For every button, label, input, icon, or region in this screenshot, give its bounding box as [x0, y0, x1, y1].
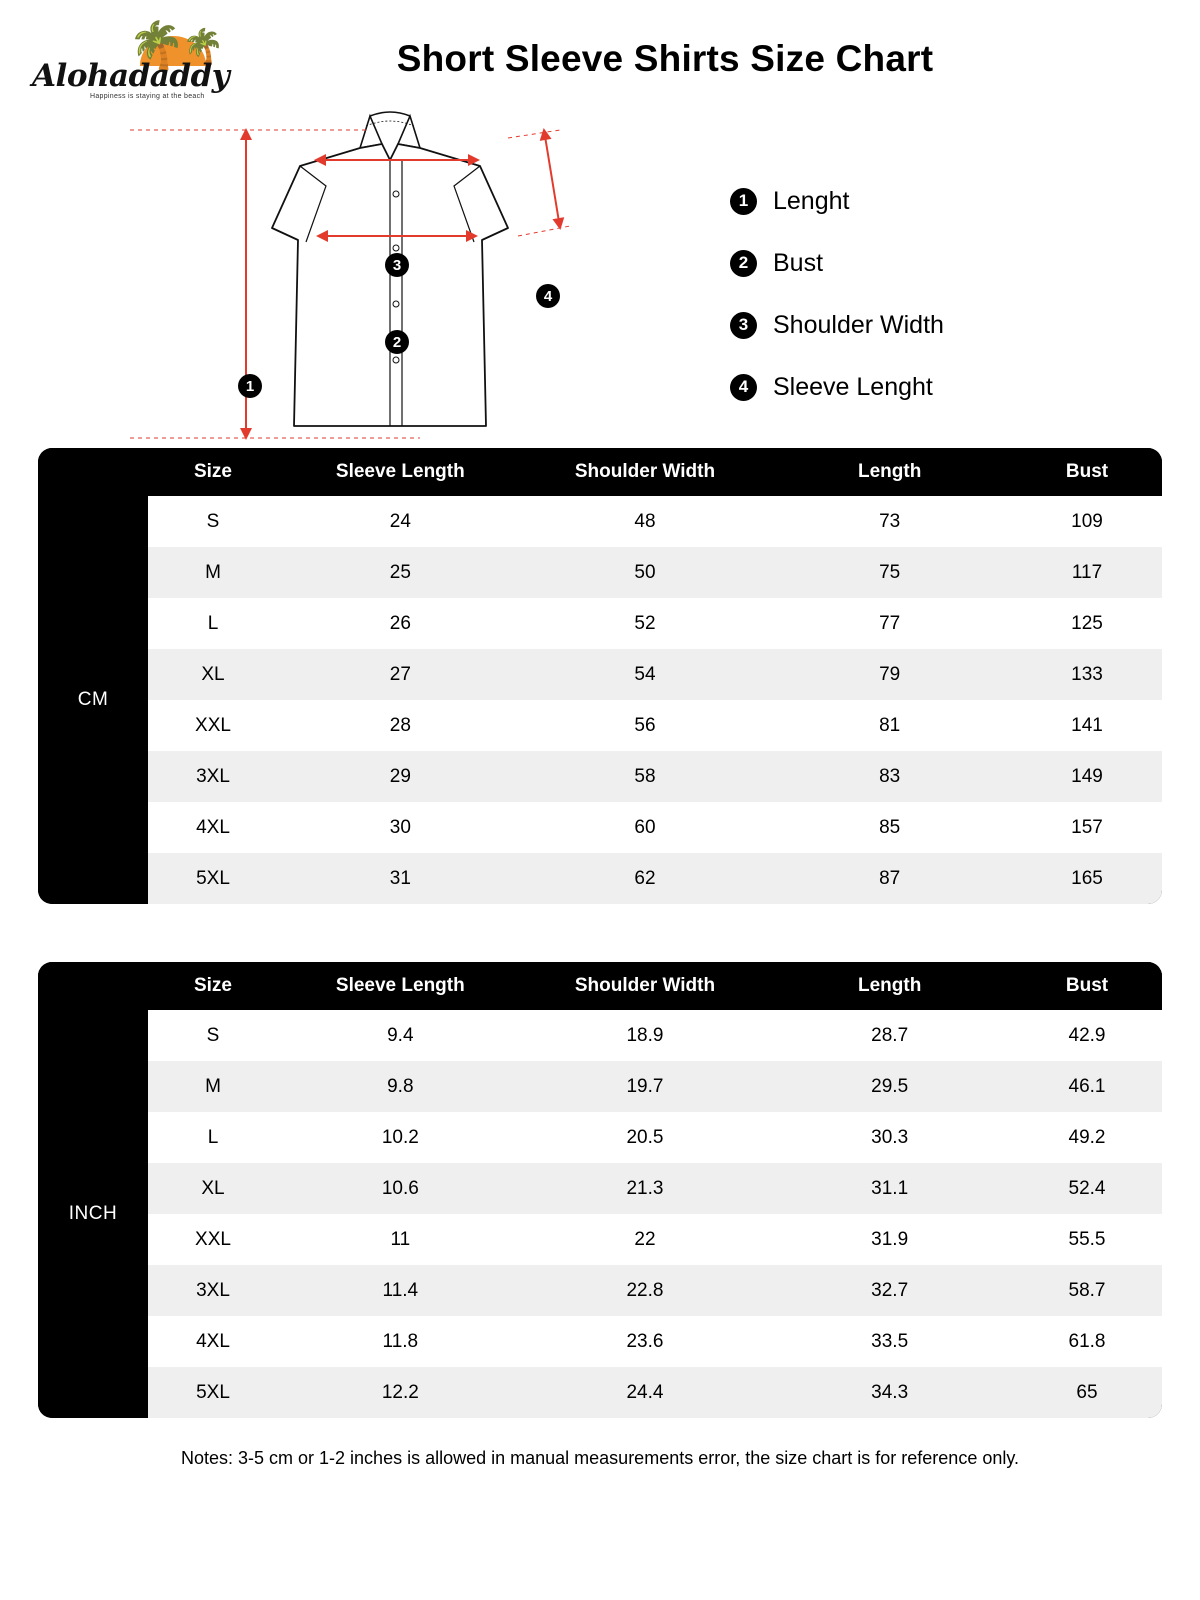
unit-header-cm: [38, 448, 148, 496]
cell-shoulder-width: 62: [523, 853, 768, 904]
cell-bust: 61.8: [1012, 1316, 1162, 1367]
legend-badge-4: 4: [730, 374, 757, 401]
cell-length: 29.5: [767, 1061, 1012, 1112]
cell-bust: 55.5: [1012, 1214, 1162, 1265]
cell-length: 75: [767, 547, 1012, 598]
cell-bust: 133: [1012, 649, 1162, 700]
marker-3-shoulder: 3: [385, 253, 409, 277]
table-header-row: [38, 962, 1162, 1010]
page-title: Short Sleeve Shirts Size Chart: [396, 38, 934, 79]
cell-sleeve-length: 24: [278, 496, 523, 547]
cell-size: L: [148, 1112, 278, 1163]
cell-shoulder-width: 48: [523, 496, 768, 547]
brand-name: Alohadaddy: [32, 58, 230, 94]
cell-shoulder-width: 52: [523, 598, 768, 649]
col-header-shoulder-width: Shoulder Width: [523, 448, 768, 496]
cell-sleeve-length: 11: [278, 1214, 523, 1265]
cell-length: 31.1: [767, 1163, 1012, 1214]
cell-length: 87: [767, 853, 1012, 904]
table-row: [38, 496, 1162, 547]
unit-label-inch: INCH: [38, 1010, 148, 1418]
col-header-shoulder-width: Shoulder Width: [523, 962, 768, 1010]
cell-length: 77: [767, 598, 1012, 649]
col-header-sleeve-length: Sleeve Length: [278, 962, 523, 1010]
cell-length: 85: [767, 802, 1012, 853]
col-header-length: Length: [767, 448, 1012, 496]
legend-item-length: [730, 170, 944, 232]
col-header-size: Size: [148, 448, 278, 496]
cell-length: 34.3: [767, 1367, 1012, 1418]
cell-length: 83: [767, 751, 1012, 802]
unit-header-inch: [38, 962, 148, 1010]
cell-sleeve-length: 26: [278, 598, 523, 649]
cell-length: 28.7: [767, 1010, 1012, 1061]
table-row: [38, 1367, 1162, 1418]
col-header-length: Length: [767, 962, 1012, 1010]
brand-tagline: Happiness is staying at the beach: [90, 93, 205, 100]
cell-size: XL: [148, 649, 278, 700]
cell-length: 81: [767, 700, 1012, 751]
cell-sleeve-length: 11.4: [278, 1265, 523, 1316]
table-row: [38, 1061, 1162, 1112]
cell-sleeve-length: 11.8: [278, 1316, 523, 1367]
legend: [730, 170, 944, 418]
legend-label-1: Lenght: [773, 186, 850, 215]
cell-shoulder-width: 23.6: [523, 1316, 768, 1367]
cell-bust: 149: [1012, 751, 1162, 802]
table-row: [38, 1112, 1162, 1163]
cell-sleeve-length: 10.6: [278, 1163, 523, 1214]
table-row: [38, 1265, 1162, 1316]
col-header-sleeve-length: Sleeve Length: [278, 448, 523, 496]
legend-item-shoulder-width: [730, 294, 944, 356]
cell-bust: 141: [1012, 700, 1162, 751]
legend-item-sleeve-length: [730, 356, 944, 418]
marker-1-length: 1: [238, 374, 262, 398]
cell-size: XL: [148, 1163, 278, 1214]
legend-badge-2: 2: [730, 250, 757, 277]
cell-bust: 52.4: [1012, 1163, 1162, 1214]
cell-length: 31.9: [767, 1214, 1012, 1265]
table-row: [38, 751, 1162, 802]
cell-shoulder-width: 22.8: [523, 1265, 768, 1316]
col-header-bust: Bust: [1012, 962, 1162, 1010]
cell-size: 3XL: [148, 751, 278, 802]
table-row: [38, 700, 1162, 751]
cell-length: 79: [767, 649, 1012, 700]
cell-shoulder-width: 58: [523, 751, 768, 802]
legend-label-4: Sleeve Lenght: [773, 372, 933, 401]
table-row: [38, 1010, 1162, 1061]
cell-bust: 109: [1012, 496, 1162, 547]
marker-2-bust: 2: [385, 330, 409, 354]
cell-size: XXL: [148, 700, 278, 751]
cell-sleeve-length: 27: [278, 649, 523, 700]
cell-sleeve-length: 30: [278, 802, 523, 853]
cell-size: M: [148, 1061, 278, 1112]
table-row: [38, 802, 1162, 853]
cell-shoulder-width: 60: [523, 802, 768, 853]
legend-badge-1: 1: [730, 188, 757, 215]
legend-item-bust: [730, 232, 944, 294]
cell-bust: 42.9: [1012, 1010, 1162, 1061]
size-table-cm: [38, 448, 1162, 904]
cell-bust: 65: [1012, 1367, 1162, 1418]
cell-bust: 125: [1012, 598, 1162, 649]
cell-shoulder-width: 20.5: [523, 1112, 768, 1163]
table-row: [38, 547, 1162, 598]
palm-tree-icon-small: 🌴: [182, 28, 225, 66]
table-row: [38, 1214, 1162, 1265]
cell-size: S: [148, 496, 278, 547]
legend-badge-3: 3: [730, 312, 757, 339]
legend-label-2: Bust: [773, 248, 824, 277]
table-header-row: [38, 448, 1162, 496]
cell-shoulder-width: 22: [523, 1214, 768, 1265]
cell-sleeve-length: 9.4: [278, 1010, 523, 1061]
palm-tree-icon: 🌴: [128, 19, 186, 71]
cell-size: 4XL: [148, 802, 278, 853]
table-row: [38, 853, 1162, 904]
table-row: [38, 1163, 1162, 1214]
cell-shoulder-width: 21.3: [523, 1163, 768, 1214]
cell-shoulder-width: 50: [523, 547, 768, 598]
cell-size: 4XL: [148, 1316, 278, 1367]
cell-sleeve-length: 10.2: [278, 1112, 523, 1163]
cell-bust: 157: [1012, 802, 1162, 853]
cell-bust: 165: [1012, 853, 1162, 904]
cell-size: XXL: [148, 1214, 278, 1265]
cell-bust: 49.2: [1012, 1112, 1162, 1163]
cell-sleeve-length: 29: [278, 751, 523, 802]
table-row: [38, 649, 1162, 700]
cell-length: 33.5: [767, 1316, 1012, 1367]
cell-size: 5XL: [148, 853, 278, 904]
cell-bust: 58.7: [1012, 1265, 1162, 1316]
page-header: [0, 0, 1200, 108]
legend-label-3: Shoulder Width: [773, 310, 944, 339]
cell-sleeve-length: 31: [278, 853, 523, 904]
cell-shoulder-width: 24.4: [523, 1367, 768, 1418]
cell-size: S: [148, 1010, 278, 1061]
cell-shoulder-width: 18.9: [523, 1010, 768, 1061]
size-table-inch: [38, 962, 1162, 1418]
cell-sleeve-length: 28: [278, 700, 523, 751]
cell-shoulder-width: 54: [523, 649, 768, 700]
table-row: [38, 1316, 1162, 1367]
shirt-line-drawing: [120, 108, 640, 448]
marker-4-sleeve: 4: [536, 284, 560, 308]
measurement-diagram: [0, 108, 1200, 448]
col-header-bust: Bust: [1012, 448, 1162, 496]
cell-size: M: [148, 547, 278, 598]
col-header-size: Size: [148, 962, 278, 1010]
cell-sleeve-length: 25: [278, 547, 523, 598]
cell-length: 32.7: [767, 1265, 1012, 1316]
cell-size: 5XL: [148, 1367, 278, 1418]
cell-size: 3XL: [148, 1265, 278, 1316]
cell-sleeve-length: 9.8: [278, 1061, 523, 1112]
table-row: [38, 598, 1162, 649]
cell-bust: 117: [1012, 547, 1162, 598]
unit-label-cm: CM: [38, 496, 148, 904]
cell-shoulder-width: 19.7: [523, 1061, 768, 1112]
cell-length: 73: [767, 496, 1012, 547]
cell-shoulder-width: 56: [523, 700, 768, 751]
cell-length: 30.3: [767, 1112, 1012, 1163]
cell-sleeve-length: 12.2: [278, 1367, 523, 1418]
notes: Notes: 3-5 cm or 1-2 inches is allowed in manual measurements error, the size chart is for reference only.: [180, 1448, 1020, 1468]
cell-bust: 46.1: [1012, 1061, 1162, 1112]
cell-size: L: [148, 598, 278, 649]
